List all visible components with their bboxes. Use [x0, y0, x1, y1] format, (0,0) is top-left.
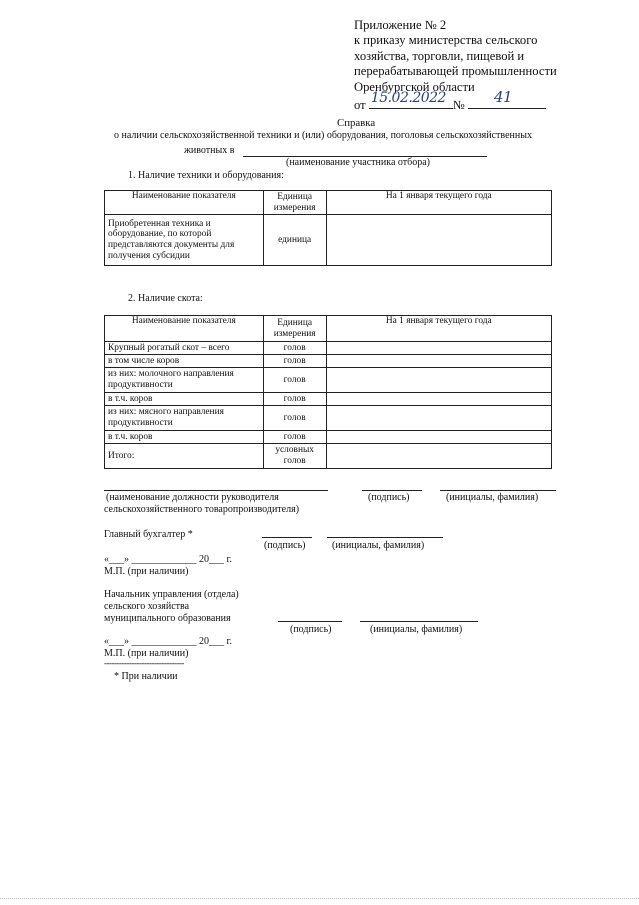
- row-value-cell[interactable]: [326, 342, 551, 355]
- row-value-cell[interactable]: [326, 215, 551, 266]
- row-value-cell[interactable]: [326, 368, 551, 393]
- header-unit: Единица измерения: [263, 191, 326, 215]
- department-name-line: [360, 621, 478, 622]
- page-edge-line: [0, 898, 639, 899]
- head-signature-caption: (подпись): [368, 492, 410, 503]
- row-name: в том числе коров: [105, 355, 264, 368]
- handwritten-date: 15.02.2022: [370, 90, 446, 107]
- equipment-table: [104, 190, 552, 266]
- date-prefix: от: [354, 98, 366, 113]
- number-label: №: [452, 98, 465, 113]
- row-unit: голов: [263, 431, 326, 444]
- department-stamp: М.П. (при наличии): [104, 648, 189, 659]
- accountant-signature-line: [262, 537, 312, 538]
- table-header-row: [105, 191, 552, 215]
- table-row: [105, 355, 552, 368]
- section1-heading: 1. Наличие техники и оборудования:: [128, 170, 284, 181]
- table-header-row: [105, 316, 552, 342]
- row-name: в т.ч. коров: [105, 431, 264, 444]
- header-indicator: Наименование показателя: [105, 191, 264, 215]
- accountant-date-line: «___» _____________ 20___ г.: [104, 554, 232, 565]
- table-row: [105, 393, 552, 406]
- appendix-block: [354, 18, 557, 113]
- row-name: из них: молочного направления продуктивности: [105, 368, 264, 393]
- row-name: из них: мясного направления продуктивности: [105, 406, 264, 431]
- table-row: [105, 406, 552, 431]
- row-unit: голов: [263, 406, 326, 431]
- row-unit: голов: [263, 393, 326, 406]
- head-position-line: [104, 490, 328, 491]
- department-label-3: муниципального образования: [104, 613, 231, 624]
- livestock-table: [104, 315, 552, 469]
- title-participant-prefix: животных в: [184, 145, 235, 156]
- participant-caption: (наименование участника отбора): [286, 157, 430, 168]
- row-unit: голов: [263, 355, 326, 368]
- accountant-signature-caption: (подпись): [264, 540, 306, 551]
- table-total-row: [105, 444, 552, 469]
- appendix-date-line: [354, 88, 557, 113]
- footnote-separator: --------------------------------: [104, 658, 184, 668]
- head-position-caption-2: сельскохозяйственного товаропроизводителя): [104, 504, 300, 515]
- row-name: Итого:: [105, 444, 264, 469]
- head-position-caption: (наименование должности руководителя: [106, 492, 279, 503]
- row-value-cell[interactable]: [326, 355, 551, 368]
- appendix-industry-line: перерабатывающей промышленности: [354, 64, 557, 79]
- appendix-region-line: Оренбургской области: [354, 79, 475, 94]
- header-unit: Единица измерения: [263, 316, 326, 342]
- header-indicator: Наименование показателя: [105, 316, 264, 342]
- department-name-caption: (инициалы, фамилия): [370, 624, 463, 635]
- date-field: [369, 90, 453, 109]
- header-value: На 1 января текущего года: [326, 191, 551, 215]
- row-value-cell[interactable]: [326, 444, 551, 469]
- table-row: [105, 431, 552, 444]
- row-name: Крупный рогатый скот – всего: [105, 342, 264, 355]
- row-value-cell[interactable]: [326, 431, 551, 444]
- department-date-line: «___» _____________ 20___ г.: [104, 636, 232, 647]
- row-unit: условных голов: [263, 444, 326, 469]
- row-name: в т.ч. коров: [105, 393, 264, 406]
- department-head-label: Начальник управления (отдела): [104, 589, 239, 600]
- document-title: Справка: [337, 117, 376, 129]
- table-row: [105, 215, 552, 266]
- appendix-ministry-line: хозяйства, торговли, пищевой и: [354, 48, 525, 63]
- department-signature-line: [278, 621, 342, 622]
- accountant-name-caption: (инициалы, фамилия): [332, 540, 425, 551]
- head-name-caption: (инициалы, фамилия): [446, 492, 539, 503]
- accountant-label: Главный бухгалтер *: [104, 529, 193, 540]
- handwritten-number: 41: [493, 88, 513, 107]
- title-description-line: о наличии сельскохозяйственной техники и (или) оборудования, поголовья сельскохозяйственных: [114, 130, 532, 141]
- row-unit: голов: [263, 342, 326, 355]
- section2-heading: 2. Наличие скота:: [128, 293, 203, 304]
- header-value: На 1 января текущего года: [326, 316, 551, 342]
- row-unit: голов: [263, 368, 326, 393]
- accountant-stamp: М.П. (при наличии): [104, 566, 189, 577]
- appendix-order-line: к приказу министерства сельского: [354, 33, 538, 48]
- table-row: [105, 342, 552, 355]
- table-row: [105, 368, 552, 393]
- department-label-2: сельского хозяйства: [104, 601, 190, 612]
- row-value-cell[interactable]: [326, 393, 551, 406]
- number-field: [468, 88, 546, 109]
- head-name-line: [440, 490, 556, 491]
- row-unit: единица: [263, 215, 326, 266]
- row-name: Приобретенная техника и оборудование, по которой представляются документы для получения субсидии: [105, 215, 264, 266]
- accountant-name-line: [327, 537, 443, 538]
- department-signature-caption: (подпись): [290, 624, 332, 635]
- head-signature-line: [362, 490, 422, 491]
- appendix-title: Приложение № 2: [354, 18, 447, 32]
- footnote: * При наличии: [114, 671, 178, 682]
- row-value-cell[interactable]: [326, 406, 551, 431]
